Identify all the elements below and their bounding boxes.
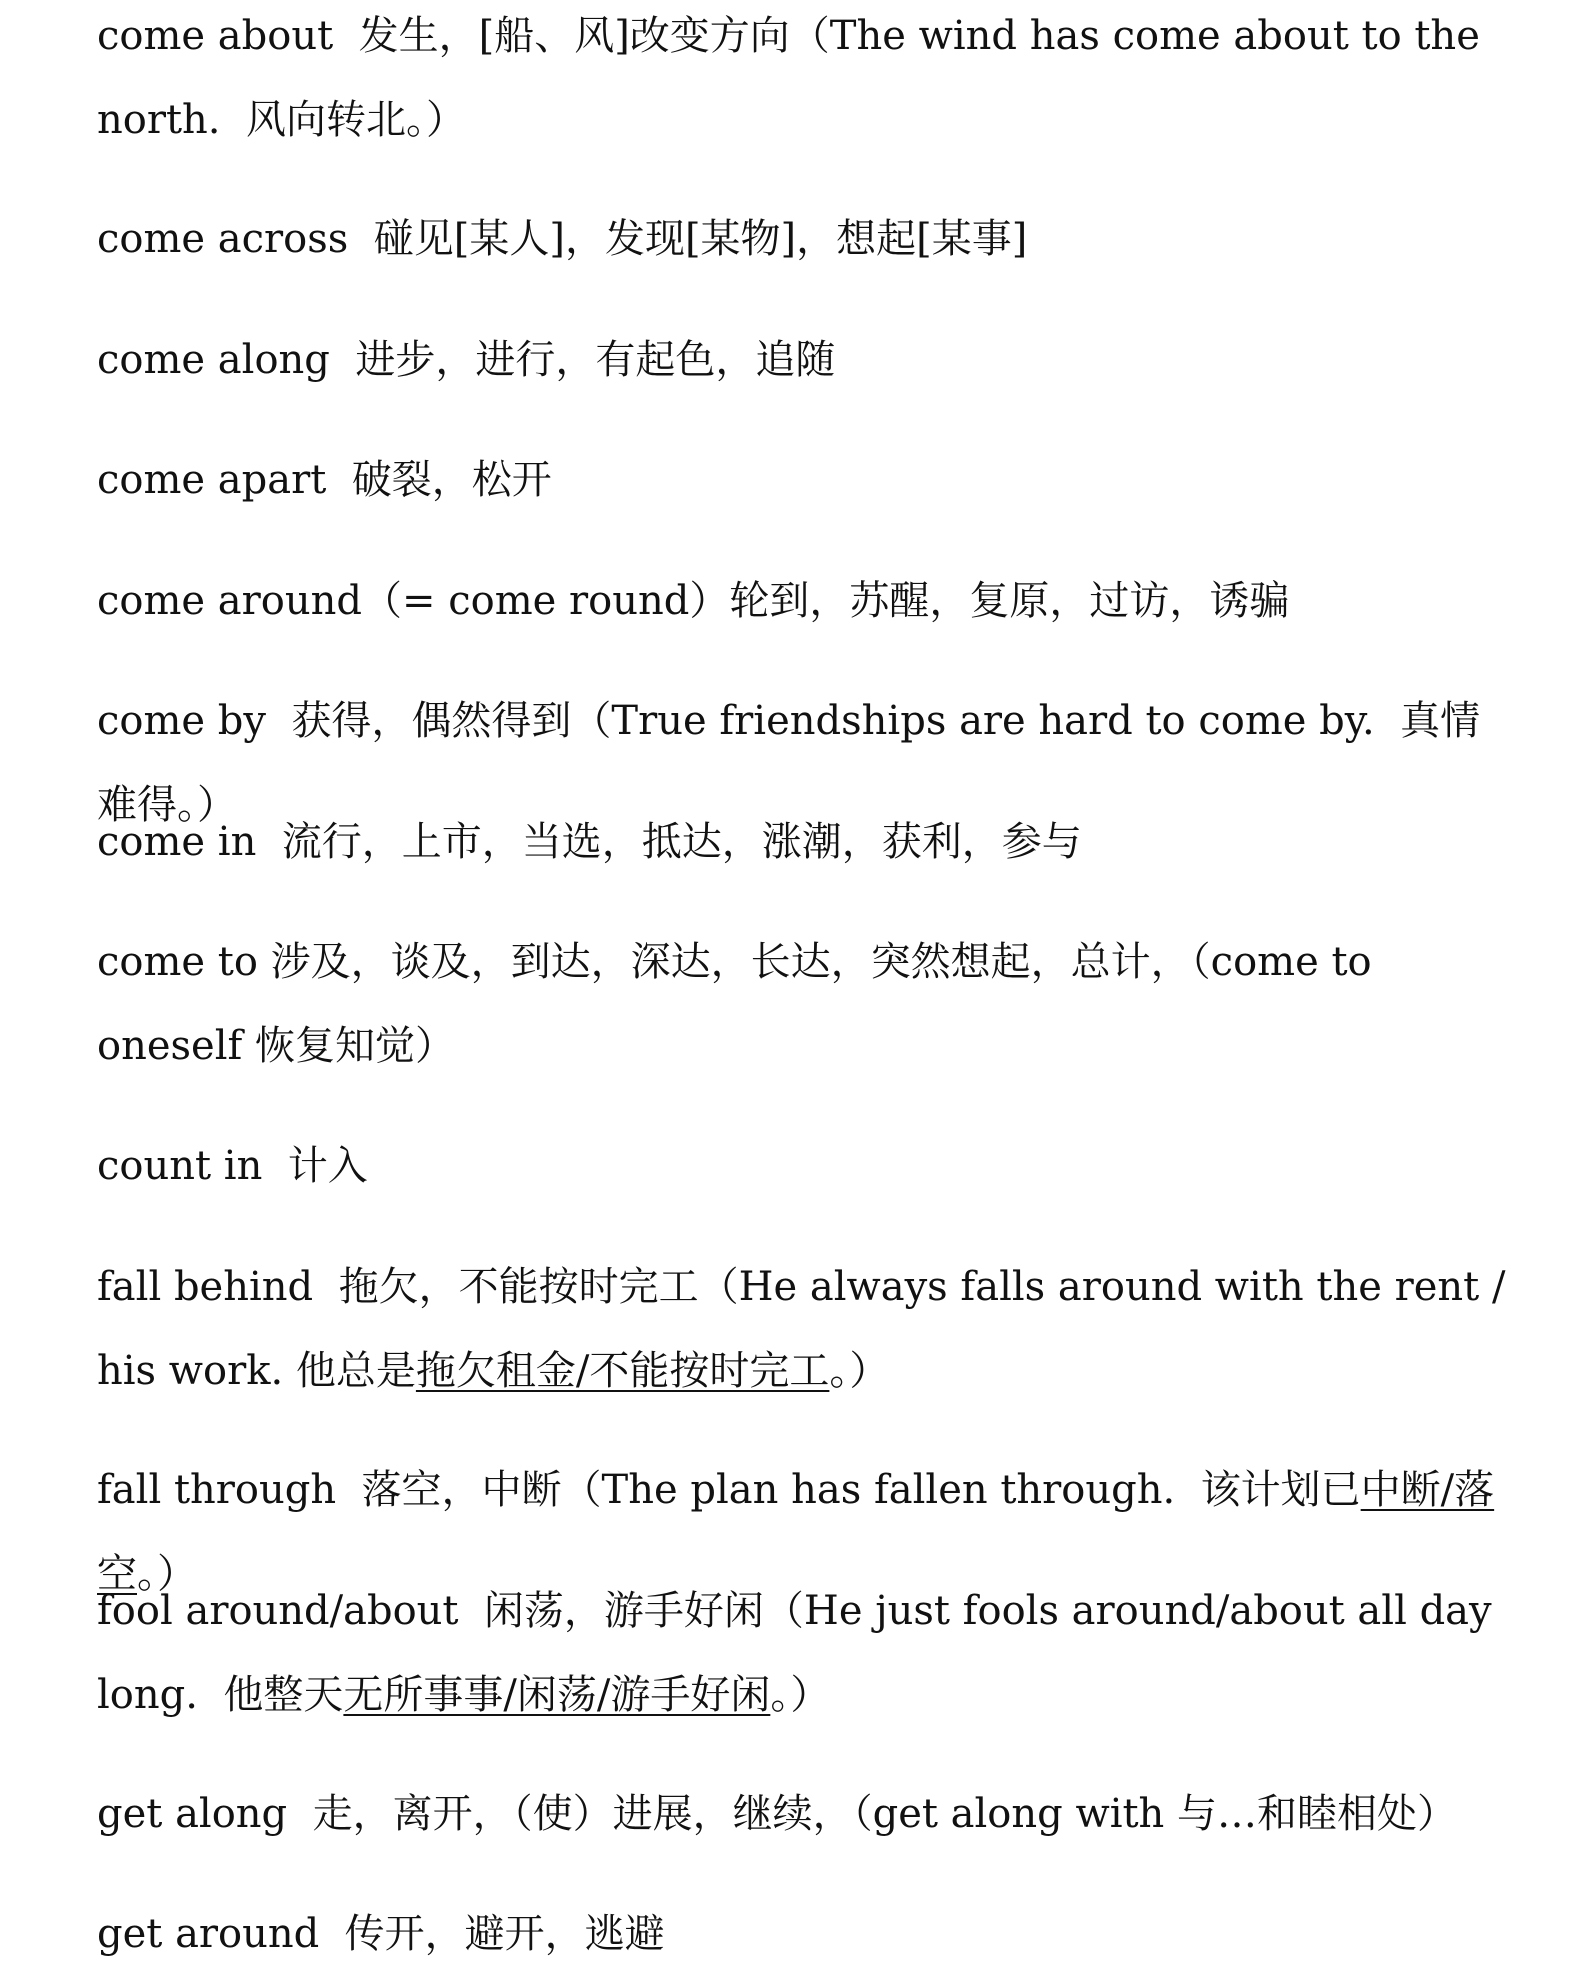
entry-text: come apart 破裂，松开 xyxy=(97,457,552,503)
entry-text: 。） xyxy=(770,1672,831,1718)
entry-text: come around（= come round）轮到，苏醒，复原，过访，诱骗 xyxy=(97,578,1290,624)
entry-fool-around xyxy=(97,1569,1517,1737)
entry-text: 。） xyxy=(137,1551,197,1597)
entry-come-apart xyxy=(97,438,1517,522)
underlined-translation: 中断/落空 xyxy=(97,1467,1495,1597)
entry-text: get around 传开，避开，逃避 xyxy=(97,1911,665,1957)
underlined-translation: 拖欠租金/不能按时完工 xyxy=(415,1348,830,1394)
entry-count-in xyxy=(97,1124,1517,1208)
entry-come-in xyxy=(97,800,1517,884)
entry-text: fall behind 拖欠，不能按时完工（He always falls around with the rent / his work. 他总是 xyxy=(97,1264,1519,1394)
entry-text: count in 计入 xyxy=(97,1143,368,1189)
entry-text: get along 走，离开，（使）进展，继续，（get along with 与…和睦相处） xyxy=(97,1791,1458,1837)
entry-get-along xyxy=(97,1772,1517,1856)
underlined-translation: 无所事事/闲荡/游手好闲 xyxy=(343,1672,771,1718)
entry-text: 。） xyxy=(829,1348,890,1394)
entry-text: come to 涉及，谈及，到达，深达，长达，突然想起，总计，（come to oneself 恢复知觉） xyxy=(97,939,1385,1069)
entry-text: fool around/about 闲荡，游手好闲（He just fools around/about all day long. 他整天 xyxy=(97,1588,1505,1718)
entry-come-across xyxy=(97,197,1517,281)
entry-come-about xyxy=(97,0,1517,162)
entry-text: come along 进步，进行，有起色，追随 xyxy=(97,337,836,383)
entry-text: come in 流行，上市，当选，抵达，涨潮，获利，参与 xyxy=(97,819,1082,865)
entry-come-around xyxy=(97,559,1517,643)
entry-get-around xyxy=(97,1892,1517,1976)
entry-come-along xyxy=(97,318,1517,402)
entry-text: fall through 落空，中断（The plan has fallen through. 该计划已 xyxy=(97,1467,1361,1513)
entry-text: come by 获得，偶然得到（True friendships are hard to come by. 真情难得。） xyxy=(97,698,1481,828)
entry-come-to xyxy=(97,920,1517,1088)
entry-fall-behind xyxy=(97,1245,1517,1413)
entry-text: come across 碰见[某人]，发现[某物]，想起[某事] xyxy=(97,216,1028,262)
entry-text: come about 发生，[船、风]改变方向（The wind has come about to the north. 风向转北。） xyxy=(97,13,1493,143)
